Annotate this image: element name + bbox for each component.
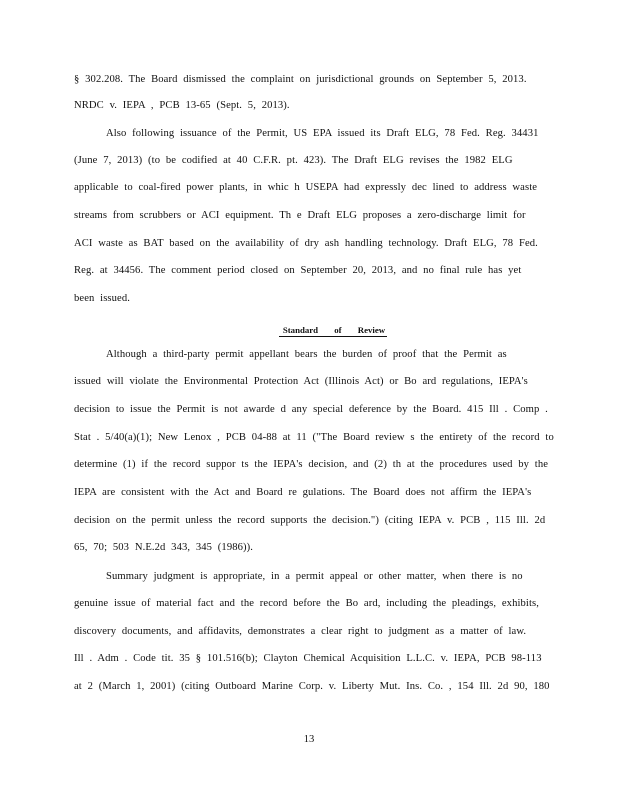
text-line: genuine issue of material fact and the record before the Bo ard, including the pleadings, exhibits, xyxy=(74,598,539,609)
text-line: streams from scrubbers or ACI equipment. Th e Draft ELG proposes a zero-discharge limit for xyxy=(74,210,526,221)
text-line: at 2 (March 1, 2001) (citing Outboard Marine Corp. v. Liberty Mut. Ins. Co. , 154 Ill. 2d 90, 180 xyxy=(74,681,550,692)
text-line: IEPA are consistent with the Act and Board re gulations. The Board does not affirm the IEPA's xyxy=(74,487,532,498)
text-line: Also following issuance of the Permit, US EPA issued its Draft ELG, 78 Fed. Reg. 34431 xyxy=(106,128,539,139)
section-heading xyxy=(0,324,618,337)
text-line: Stat . 5/40(a)(1); New Lenox , PCB 04-88 at 11 ("The Board review s the entirety of the record to xyxy=(74,432,554,443)
text-line: decision on the permit unless the record supports the decision.") (citing IEPA v. PCB , 115 Ill. 2d xyxy=(74,515,546,526)
page-number: 13 xyxy=(303,734,315,745)
section-heading-text: Standard of Review xyxy=(279,324,387,337)
text-line: NRDC v. IEPA , PCB 13-65 (Sept. 5, 2013). xyxy=(74,100,290,111)
text-line: Ill . Adm . Code tit. 35 § 101.516(b); Clayton Chemical Acquisition L.L.C. v. IEPA, PCB 98-113 xyxy=(74,653,542,664)
text-line: § 302.208. The Board dismissed the complaint on jurisdictional grounds on September 5, 2013. xyxy=(74,74,527,85)
text-line: determine (1) if the record suppor ts the IEPA's decision, and (2) th at the procedures used by the xyxy=(74,459,549,470)
text-line: issued will violate the Environmental Protection Act (Illinois Act) or Bo ard regulations, IEPA's xyxy=(74,376,528,387)
text-line: decision to issue the Permit is not awarde d any special deference by the Board. 415 Ill . Comp . xyxy=(74,404,548,415)
text-line: 65, 70; 503 N.E.2d 343, 345 (1986)). xyxy=(74,542,254,553)
text-line: Reg. at 34456. The comment period closed on September 20, 2013, and no final rule has yet xyxy=(74,265,522,276)
text-line: ACI waste as BAT based on the availability of dry ash handling technology. Draft ELG, 78 Fed. xyxy=(74,238,538,249)
text-line: applicable to coal-fired power plants, in whic h USEPA had expressly dec lined to address waste xyxy=(74,182,538,193)
text-line: Although a third-party permit appellant bears the burden of proof that the Permit as xyxy=(106,349,507,360)
text-line: Summary judgment is appropriate, in a permit appeal or other matter, when there is no xyxy=(106,571,523,582)
text-line: (June 7, 2013) (to be codified at 40 C.F.R. pt. 423). The Draft ELG revises the 1982 ELG xyxy=(74,155,513,166)
text-line: been issued. xyxy=(74,293,130,304)
text-line: discovery documents, and affidavits, demonstrates a clear right to judgment as a matter of law. xyxy=(74,626,527,637)
